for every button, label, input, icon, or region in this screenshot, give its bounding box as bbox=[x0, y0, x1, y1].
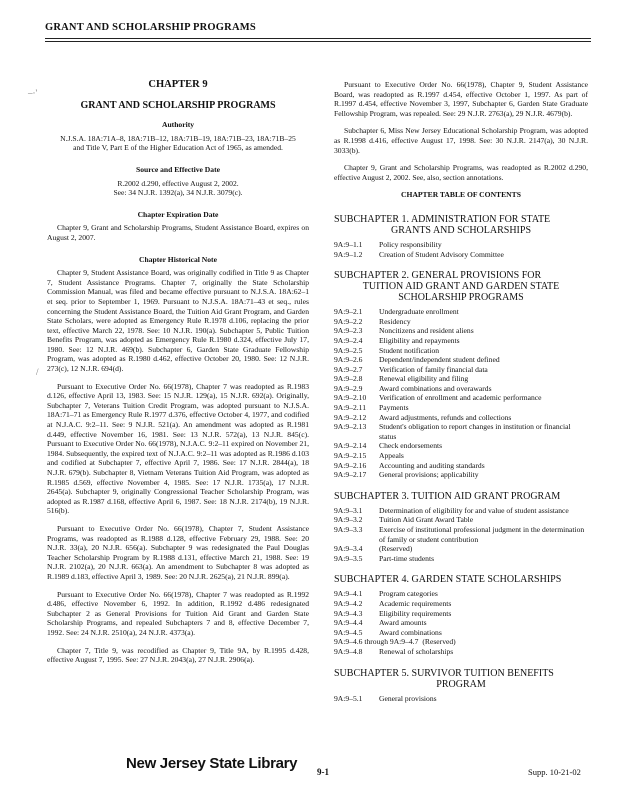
toc-entry bbox=[334, 346, 588, 356]
section-number: 9A:9–4.8 bbox=[334, 646, 363, 656]
section-title: Renewal of scholarships bbox=[379, 646, 454, 656]
section-title: Tuition Aid Grant Award Table bbox=[379, 515, 474, 525]
margin-mark: / bbox=[36, 367, 39, 377]
section-list bbox=[334, 694, 588, 704]
section-title: Award combinations bbox=[379, 627, 442, 637]
section-title: Payments bbox=[379, 403, 409, 413]
section-number: 9A:9–2.13 bbox=[334, 422, 367, 432]
section-number: 9A:9–3.1 bbox=[334, 505, 363, 515]
toc-entry bbox=[334, 374, 588, 384]
chapter-number: CHAPTER 9 bbox=[148, 79, 208, 90]
section-title: Part-time students bbox=[379, 553, 435, 563]
section-title: Dependent/independent student defined bbox=[379, 355, 500, 365]
subchapter-title: SUBCHAPTER 2. GENERAL PROVISIONS FOR bbox=[334, 270, 542, 282]
section-title: Policy responsibility bbox=[379, 239, 442, 249]
section-title: Noncitizens and resident aliens bbox=[379, 326, 474, 336]
section-list bbox=[334, 589, 588, 656]
section-number: 9A:9–1.2 bbox=[334, 249, 363, 259]
table-of-contents bbox=[334, 214, 588, 703]
toc-entry bbox=[334, 544, 588, 554]
section-title: Award combinations and overawards bbox=[379, 383, 492, 393]
section-title: Residency bbox=[379, 316, 411, 326]
section-number: 9A:9–2.3 bbox=[334, 326, 363, 336]
subchapter-title-continued: GRANTS AND SCHOLARSHIPS bbox=[390, 224, 532, 236]
toc-entry bbox=[334, 599, 588, 609]
section-number: 9A:9–4.4 bbox=[334, 618, 363, 628]
subchapter-heading bbox=[334, 574, 588, 585]
expiration-heading: Chapter Expiration Date bbox=[137, 209, 219, 219]
section-title: Academic requirements bbox=[379, 598, 452, 608]
section-number: 9A:9–4.6 through 9A:9–4.7 bbox=[334, 637, 419, 647]
section-number: 9A:9–3.2 bbox=[334, 515, 363, 525]
toc-entry bbox=[334, 628, 588, 638]
section-number: 9A:9–3.3 bbox=[334, 525, 363, 534]
section-title: Exercise of institutional professional judgment in the determination of family or student contribution bbox=[379, 525, 585, 544]
toc-entry bbox=[334, 609, 588, 619]
history-paragraph: Chapter 7, Title 9, was recodified as Chapter 9, Title 9A, by R.1995 d.428, effective August 7, 1995. See: 27 N.J.R. 2043(a), 27 N.J.R. 2906(a). bbox=[47, 645, 309, 665]
section-title: (Reserved) bbox=[379, 544, 413, 554]
section-number: 9A:9–2.16 bbox=[334, 460, 367, 470]
section-number: 9A:9–3.4 bbox=[334, 544, 363, 554]
history-paragraph: Pursuant to Executive Order No. 66(1978), Chapter 7 was readopted as R.1992 d.486, effective November 6, 1992. In addition, R.1992 d.486 redesignated Subchapter 2 as General Provisions for Tuition Aid Grant and Garden State Scholarship Programs, and repealed Subchapters 7 and 8, effective December 7, 1992. See: 24 N.J.R. 2510(a), 24 N.J.R. 4373(a). bbox=[47, 589, 309, 637]
source-text-1: R.2002 d.290, effective August 2, 2002. bbox=[117, 178, 239, 188]
toc-entry bbox=[334, 355, 588, 365]
toc-entry bbox=[334, 637, 588, 647]
section-number: 9A:9–2.11 bbox=[334, 403, 366, 413]
toc-entry bbox=[334, 317, 588, 327]
section-title: Renewal eligibility and filing bbox=[379, 374, 469, 384]
history-heading: Chapter Historical Note bbox=[139, 254, 217, 264]
section-list bbox=[334, 307, 588, 480]
header-rule-2 bbox=[45, 41, 591, 42]
section-title: Appeals bbox=[379, 451, 404, 461]
margin-mark: –·' bbox=[28, 88, 38, 98]
subchapter-heading bbox=[334, 491, 588, 502]
left-column bbox=[47, 80, 309, 673]
subchapter-title: SUBCHAPTER 4. GARDEN STATE SCHOLARSHIPS bbox=[334, 574, 562, 586]
expiration-text: Chapter 9, Grant and Scholarship Programs, Student Assistance Board, expires on August 2, 2007. bbox=[47, 223, 309, 242]
toc-entry bbox=[334, 554, 588, 564]
subchapter-heading bbox=[334, 214, 588, 236]
subchapter-title: SUBCHAPTER 1. ADMINISTRATION FOR STATE bbox=[334, 213, 551, 225]
authority-heading: Authority bbox=[161, 120, 195, 130]
section-title: Eligibility requirements bbox=[379, 608, 452, 618]
right-column bbox=[334, 80, 588, 714]
section-number: 9A:9–4.2 bbox=[334, 598, 363, 608]
subchapter-title: SUBCHAPTER 5. SURVIVOR TUITION BENEFITS bbox=[334, 667, 554, 679]
toc-entry bbox=[334, 240, 588, 250]
section-number: 9A:9–2.8 bbox=[334, 374, 363, 384]
toc-entry bbox=[334, 441, 588, 451]
subchapter-heading bbox=[334, 668, 588, 690]
section-title: General provisions bbox=[379, 693, 437, 703]
supplement-date: Supp. 10-21-02 bbox=[528, 767, 581, 777]
page-number: 9-1 bbox=[317, 767, 329, 777]
toc-entry bbox=[334, 384, 588, 394]
toc-entry bbox=[334, 470, 588, 480]
section-number: 9A:9–2.9 bbox=[334, 383, 363, 393]
section-list bbox=[334, 240, 588, 259]
toc-entry bbox=[334, 336, 588, 346]
toc-entry bbox=[334, 618, 588, 628]
section-number: 9A:9–2.4 bbox=[334, 335, 363, 345]
section-title: Student notification bbox=[379, 345, 440, 355]
history-paragraph: Pursuant to Executive Order No. 66(1978), Chapter 7, Student Assistance Programs, was readopted as R.1988 d.128, effective February 29, 1988. See: 20 N.J.R. 33(a), 20 N.J.R. 656(a). Subchapter 9 was redesignated the Paul Douglas Teacher Scholarship Program by R.1988 d.131, effective March 21, 1988. See: 19 N.J.R. 2102(a), 20 N.J.R. 663(a). An amendment to Subchapter 8 was adopted as R.1989 d.183, effective April 3, 1989. See: 20 N.J.R. 2625(a), 21 N.J.R. 899(a). bbox=[47, 523, 309, 581]
section-title: Verification of family financial data bbox=[379, 364, 488, 374]
toc-entry bbox=[334, 326, 588, 336]
toc-entry bbox=[334, 506, 588, 516]
section-title: Accounting and auditing standards bbox=[379, 460, 485, 470]
source-text-2: See: 34 N.J.R. 1392(a), 34 N.J.R. 3079(c). bbox=[113, 188, 243, 198]
history-paragraph: Subchapter 6, Miss New Jersey Educational Scholarship Program, was adopted as R.1998 d.416, effective August 17, 1998. See: 30 N.J.R. 2147(a), 30 N.J.R. 3033(b). bbox=[334, 126, 588, 155]
section-title: Verification of enrollment and academic performance bbox=[379, 393, 542, 403]
section-number: 9A:9–4.1 bbox=[334, 589, 363, 599]
header-rule bbox=[45, 38, 591, 39]
section-number: 9A:9–5.1 bbox=[334, 693, 363, 703]
toc-entry bbox=[334, 461, 588, 471]
toc-entry bbox=[334, 365, 588, 375]
subchapter-title-continued: PROGRAM bbox=[436, 678, 486, 690]
history-paragraph: Chapter 9, Grant and Scholarship Programs, was readopted as R.2002 d.290, effective August 2, 2002. See, also, section annotations. bbox=[334, 163, 588, 182]
section-title: Undergraduate enrollment bbox=[379, 307, 459, 317]
toc-entry bbox=[334, 403, 588, 413]
running-header: GRANT AND SCHOLARSHIP PROGRAMS bbox=[45, 22, 256, 33]
history-paragraph: Chapter 9, Student Assistance Board, was originally codified in Title 9 as Chapter 7, Student Assistance Programs. Chapter 7, originally the State Scholarship Commission Manual, was filed and became effective pursuant to N.J.S.A. 18A:62–1 et seq. prior to September 1, 1969. Pursuant to N.J.S.A. 18A:71–43 et seq., rules concerning the Student Assistance Board, the Tuition Aid Grant Program, and Garden State Scholars, were adopted as Emergency Rule R.1978 d.106, replacing the prior text, effective March 22, 1978. See: 10 N.J.R. 190(a). Subchapter 5, Public Tuition Benefits Program, was adopted as Emergency Rule R.1980 d.324, effective July 17, 1980. See: 12 N.J.R. 469(b). Subchapter 6, Garden State Graduate Fellowship Program, was adopted as R.1980 d.462, effective October 20, 1980. See: 12 N.J.R. 273(c), 12 N.J.R. 694(d). bbox=[47, 268, 309, 374]
toc-entry bbox=[334, 525, 588, 544]
history-paragraph: Pursuant to Executive Order No. 66(1978), Chapter 9, Student Assistance Board, was readopted as R.1997 d.454, effective October 1, 1997. As part of R.1997 d.454, effective November 3, 1997, Subchapter 6, Garden State Graduate Fellowship Program, was repealed. See: 29 N.J.R. 2763(a), 29 N.J.R. 4679(b). bbox=[334, 80, 588, 118]
authority-text: N.J.S.A. 18A:71A–8, 18A:71B–12, 18A:71B–19, 18A:71B–23, 18A:71B–25 and Title V, Part E of the Higher Education Act of 1965, as amended. bbox=[60, 133, 296, 153]
section-number: 9A:9–2.6 bbox=[334, 355, 363, 365]
section-number: 9A:9–2.7 bbox=[334, 364, 363, 374]
chapter-title: GRANT AND SCHOLARSHIP PROGRAMS bbox=[80, 99, 276, 111]
section-number: 9A:9–2.17 bbox=[334, 470, 367, 480]
section-number: 9A:9–2.2 bbox=[334, 316, 363, 326]
section-title: Student's obligation to report changes in institution or financial status bbox=[379, 422, 571, 441]
section-title: (Reserved) bbox=[422, 637, 456, 647]
section-title: Creation of Student Advisory Committee bbox=[379, 249, 504, 259]
section-number: 9A:9–2.10 bbox=[334, 393, 367, 403]
section-number: 9A:9–2.15 bbox=[334, 451, 367, 461]
section-title: Program categories bbox=[379, 589, 438, 599]
section-number: 9A:9–2.14 bbox=[334, 441, 367, 451]
toc-entry bbox=[334, 694, 588, 704]
toc-heading: CHAPTER TABLE OF CONTENTS bbox=[401, 190, 521, 200]
section-list bbox=[334, 506, 588, 564]
library-stamp: New Jersey State Library bbox=[126, 755, 298, 772]
section-number: 9A:9–4.5 bbox=[334, 627, 363, 637]
toc-entry bbox=[334, 307, 588, 317]
subchapter-title-continued: TUITION AID GRANT AND GARDEN STATE SCHOLARSHIP PROGRAMS bbox=[362, 281, 560, 304]
toc-entry bbox=[334, 647, 588, 657]
subchapter-title: SUBCHAPTER 3. TUITION AID GRANT PROGRAM bbox=[334, 490, 561, 502]
toc-entry bbox=[334, 515, 588, 525]
section-title: Determination of eligibility for and value of student assistance bbox=[379, 505, 569, 515]
toc-entry bbox=[334, 589, 588, 599]
toc-entry bbox=[334, 393, 588, 403]
toc-entry bbox=[334, 250, 588, 260]
toc-entry bbox=[334, 451, 588, 461]
section-title: Award amounts bbox=[379, 618, 427, 628]
section-number: 9A:9–2.1 bbox=[334, 307, 363, 317]
section-title: General provisions; applicability bbox=[379, 470, 479, 480]
section-number: 9A:9–2.5 bbox=[334, 345, 363, 355]
section-title: Award adjustments, refunds and collections bbox=[379, 412, 512, 422]
history-paragraph: Pursuant to Executive Order No. 66(1978), Chapter 7 was readopted as R.1983 d.126, effective April 13, 1983. See: 15 N.J.R. 129(a), 15 N.J.R. 692(a). Originally, Subchapter 7, Veterans Tuition Credit Program, was adopted pursuant to N.J.S.A. 18A:71–71 as Emergency Rule R.1977 d.376, effective October 4, 1977, and codified at N.J.A.C. 9:2–11. See: 9 N.J.R. 521(a). An amendment was adopted as R.1981 d.449, effective November 16, 1981. See: 13 N.J.R. 572(a), 13 N.J.R. 845(c). Pursuant to Executive Order No. 66(1978), N.J.A.C. 9:2–11 expired on November 21, 1984. Subsequently, the expired text of N.J.A.C. 9:2–11 was adopted as R.1986 d.103 and codified at Subchapter 7, effective April 7, 1986. See: 17 N.J.R. 2844(a), 18 N.J.R. 679(b). Subchapter 8, Vietnam Veterans Tuition Aid Program, was adopted as R.1985 d.569, effective November 4, 1985. See: 17 N.J.R. 1735(a), 17 N.J.R. 2645(a). Subchapter 9, originally Congressional Teacher Scholarship Program, was adopted as R.1987 d.168, effective April 6, 1987. See: 18 N.J.R. 2174(b), 19 N.J.R. 516(b). bbox=[47, 381, 309, 516]
subchapter-heading bbox=[334, 270, 588, 303]
source-heading: Source and Effective Date bbox=[135, 164, 220, 174]
section-number: 9A:9–4.3 bbox=[334, 608, 363, 618]
toc-entry bbox=[334, 422, 588, 441]
toc-entry bbox=[334, 413, 588, 423]
section-number: 9A:9–2.12 bbox=[334, 412, 367, 422]
section-title: Eligibility and repayments bbox=[379, 335, 460, 345]
section-number: 9A:9–3.5 bbox=[334, 553, 363, 563]
section-number: 9A:9–1.1 bbox=[334, 239, 363, 249]
section-title: Check endorsements bbox=[379, 441, 443, 451]
